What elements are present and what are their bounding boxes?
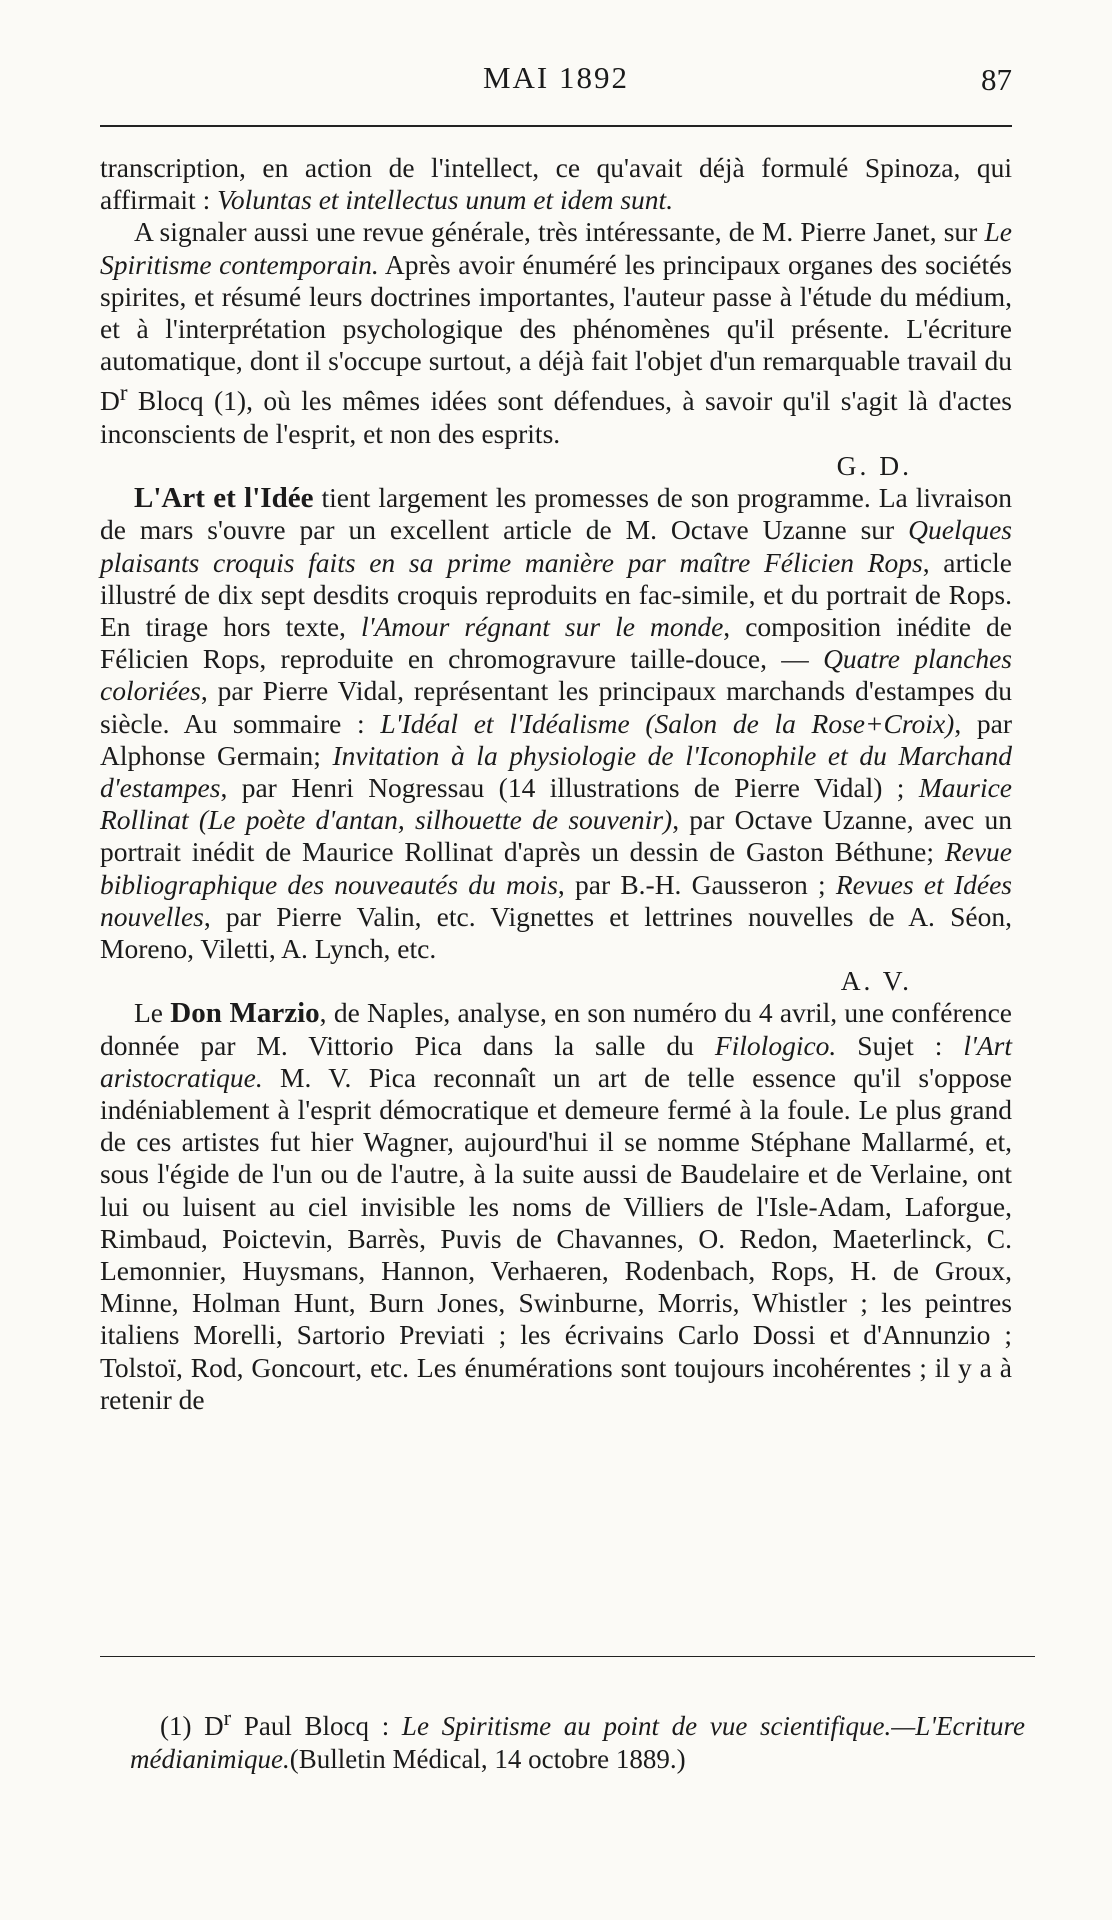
signature-gd: G. D.: [836, 449, 912, 481]
footnote-rule: [100, 1656, 1035, 1657]
paragraph-continuation: transcription, en action de l'intellect, ce qu'avait déjà formulé Spinoza, qui affirmait : Voluntas et intellectus unum et idem sunt.: [100, 152, 1012, 216]
paragraph-don-marzio: Le Don Marzio, de Naples, analyse, en son numéro du 4 avril, une conférence donnée par M. Vittorio Pica dans la salle du Filologico. Sujet : l'Art aristocratique. M. V. Pica reconnaît un art de telle essence qu'il s'oppose indéniablement à l'esprit démocratique et demeure fermé à la foule. Le plus grand de ces artistes fut hier Wagner, aujourd'hui il se nomme Stéphane Mallarmé, et, sous l'égide de l'un ou de l'autre, à la suite aussi de Baudelaire et de Verlaine, ont lui ou luisent au ciel invisible les noms de Villiers de l'Isle-Adam, Laforgue, Rimbaud, Poictevin, Barrès, Puvis de Chavannes, O. Redon, Maeterlinck, C. Lemonnier, Huysmans, Hannon, Verhaeren, Rodenbach, Rops, H. de Groux, Minne, Holman Hunt, Burn Jones, Swinburne, Morris, Whistler ; les peintres italiens Morelli, Sartorio Previati ; les écrivains Carlo Dossi et d'Annunzio ; Tolstoï, Rod, Goncourt, etc. Les énumérations sont toujours incohérentes ; il y a à retenir de: [100, 997, 1012, 1415]
review-title: L'Art et l'Idée: [134, 482, 314, 515]
footnote: (1) $D^r$ Paul Blocq : Le Spiritisme au point de vue scientifique.—L'Ecriture médianimique.(Bulletin Médical, 14 octobre 1889.): [130, 1705, 1025, 1774]
paragraph-janet-review: A signaler aussi une revue générale, très intéressante, de M. Pierre Janet, sur Le Spiritisme contemporain. Après avoir énuméré les principaux organes des sociétés spirites, et résumé leurs doctrines importantes, l'auteur passe à l'étude du médium, et à l'interprétation psychologique des phénomènes qu'il présente. L'écriture automatique, dont il s'occupe surtout, a déjà fait l'objet d'un remarquable travail du $D^r$ Blocq (1), où les mêmes idées sont défendues, à savoir qu'il s'agit là d'actes inconscients de l'esprit, et non des esprits.: [100, 216, 1012, 449]
page-number: 87: [981, 62, 1012, 97]
header-rule: [100, 125, 1012, 127]
running-header: [100, 60, 1012, 108]
signature-av: A. V.: [840, 965, 912, 997]
review-title: Don Marzio: [170, 997, 320, 1030]
page-body: [100, 152, 1012, 1416]
running-title: MAI 1892: [482, 60, 630, 95]
paragraph-art-et-idee: L'Art et l'Idée tient largement les promesses de son programme. La livraison de mars s'ouvre par un excellent article de M. Octave Uzanne sur Quelques plaisants croquis faits en sa prime manière par maître Félicien Rops, article illustré de dix sept desdits croquis reproduits en fac-simile, et du portrait de Rops. En tirage hors texte, l'Amour régnant sur le monde, composition inédite de Félicien Rops, reproduite en chromogravure taille-douce, — Quatre planches coloriées, par Pierre Vidal, représentant les principaux marchands d'estampes du siècle. Au sommaire : L'Idéal et l'Idéalisme (Salon de la Rose+Croix), par Alphonse Germain; Invitation à la physiologie de l'Iconophile et du Marchand d'estampes, par Henri Nogressau (14 illustrations de Pierre Vidal) ; Maurice Rollinat (Le poète d'antan, silhouette de souvenir), par Octave Uzanne, avec un portrait inédit de Maurice Rollinat d'après un dessin de Gaston Béthune; Revue bibliographique des nouveautés du mois, par B.-H. Gausseron ; Revues et Idées nouvelles, par Pierre Valin, etc. Vignettes et lettrines nouvelles de A. Séon, Moreno, Viletti, A. Lynch, etc.: [100, 482, 1013, 965]
